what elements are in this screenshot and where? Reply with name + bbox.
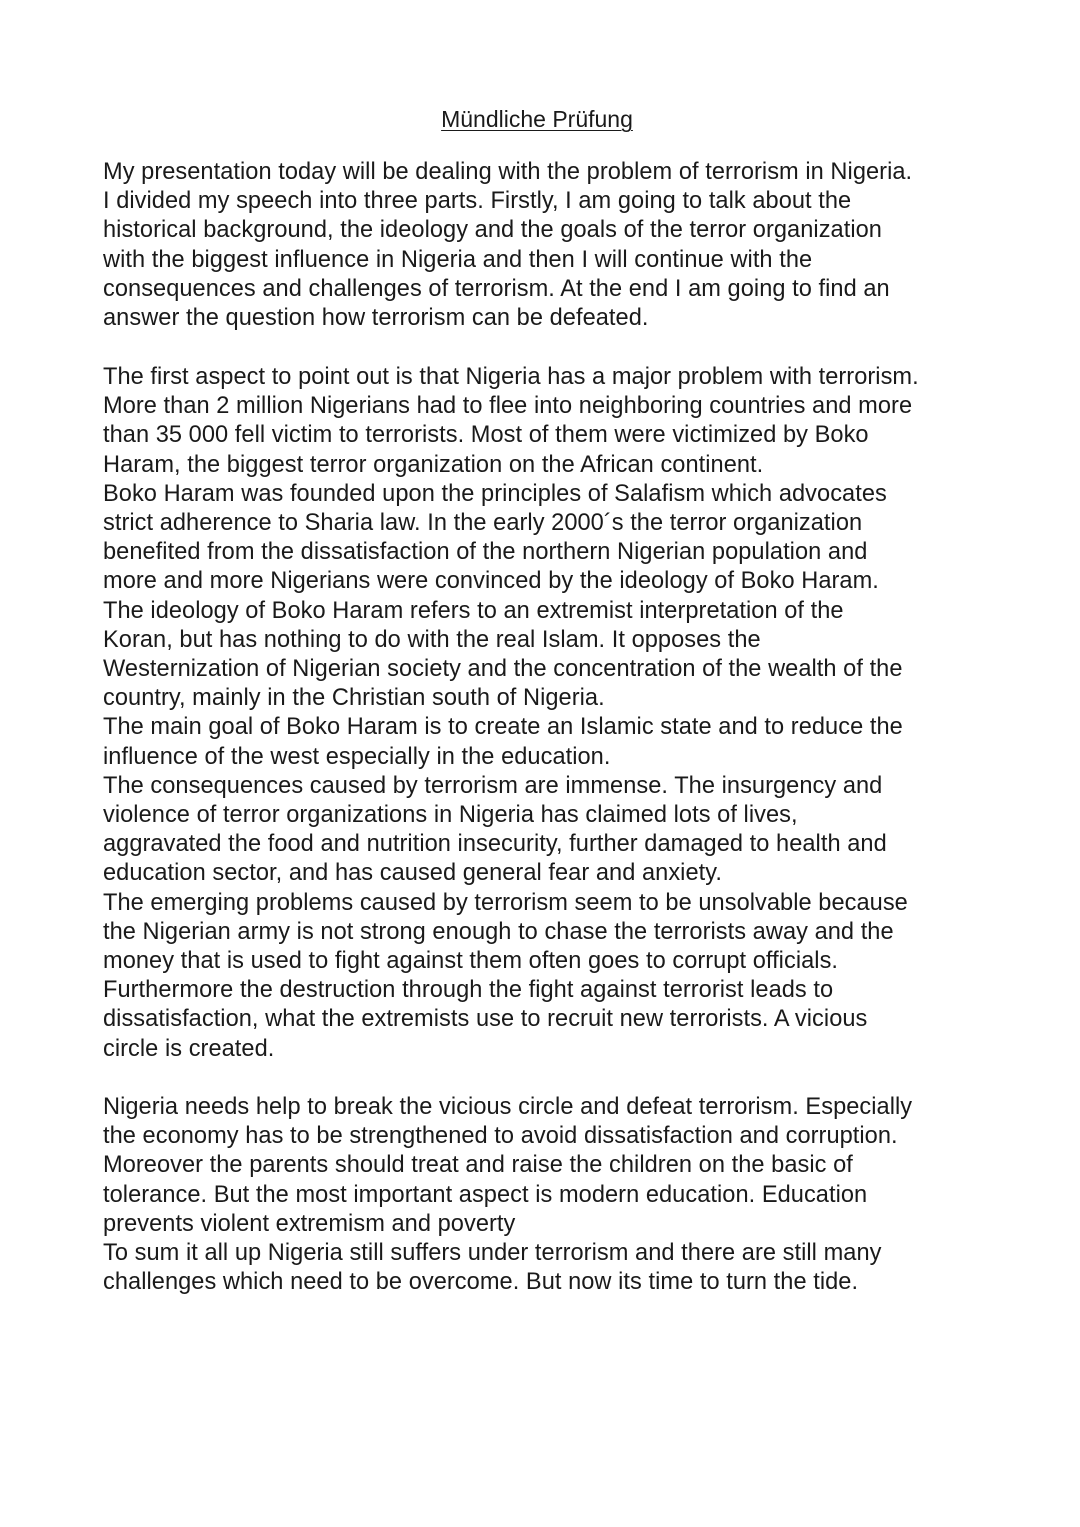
text-line: prevents violent extremism and poverty (103, 1210, 516, 1237)
main-paragraph (103, 363, 983, 1064)
text-line: The main goal of Boko Haram is to create an Islamic state and to reduce the (103, 714, 903, 741)
intro-paragraph (103, 158, 983, 333)
text-line: country, mainly in the Christian south of Nigeria. (103, 685, 605, 712)
text-line: challenges which need to be overcome. But now its time to turn the tide. (103, 1269, 859, 1296)
document-title (0, 104, 1080, 134)
closing-paragraph (103, 1093, 983, 1297)
text-line: The first aspect to point out is that Nigeria has a major problem with terrorism. (103, 364, 919, 390)
text-line: money that is used to fight against them often goes to corrupt officials. (103, 948, 839, 975)
text-line: with the biggest influence in Nigeria and then I will continue with the (103, 246, 813, 273)
text-line: strict adherence to Sharia law. In the early 2000´s the terror organization (103, 510, 863, 537)
text-line: aggravated the food and nutrition insecurity, further damaged to health and (103, 831, 887, 858)
text-line: Haram, the biggest terror organization on the African continent. (103, 451, 764, 478)
text-line: The emerging problems caused by terrorism seem to be unsolvable because (103, 889, 908, 916)
text-line: education sector, and has caused general fear and anxiety. (103, 860, 722, 887)
text-line: The ideology of Boko Haram refers to an extremist interpretation of the (103, 597, 844, 624)
text-line: violence of terror organizations in Nigeria has claimed lots of lives, (103, 802, 798, 829)
text-line: answer the question how terrorism can be defeated. (103, 305, 649, 332)
text-line: Koran, but has nothing to do with the real Islam. It opposes the (103, 626, 761, 653)
text-line: My presentation today will be dealing with the problem of terrorism in Nigeria. (103, 159, 913, 185)
text-line: benefited from the dissatisfaction of the northern Nigerian population and (103, 539, 868, 566)
text-line: more and more Nigerians were convinced by the ideology of Boko Haram. (103, 568, 879, 595)
text-line: the Nigerian army is not strong enough to chase the terrorists away and the (103, 918, 894, 945)
document-title-text: Mündliche Prüfung (441, 106, 633, 132)
text-line: dissatisfaction, what the extremists use to recruit new terrorists. A vicious (103, 1006, 868, 1033)
text-line: More than 2 million Nigerians had to flee into neighboring countries and more (103, 393, 913, 420)
text-line: circle is created. (103, 1035, 275, 1062)
text-line: Nigeria needs help to break the vicious circle and defeat terrorism. Especially (103, 1094, 913, 1120)
text-line: Boko Haram was founded upon the principles of Salafism which advocates (103, 480, 887, 507)
text-line: tolerance. But the most important aspect is modern education. Education (103, 1181, 868, 1208)
text-line: consequences and challenges of terrorism. At the end I am going to find an (103, 275, 890, 302)
text-line: I divided my speech into three parts. Firstly, I am going to talk about the (103, 188, 852, 215)
text-line: Moreover the parents should treat and raise the children on the basic of (103, 1152, 853, 1179)
text-line: than 35 000 fell victim to terrorists. Most of them were victimized by Boko (103, 422, 869, 449)
text-line: historical background, the ideology and the goals of the terror organization (103, 217, 882, 244)
text-line: influence of the west especially in the education. (103, 743, 611, 770)
text-line: The consequences caused by terrorism are immense. The insurgency and (103, 772, 883, 799)
text-line: Westernization of Nigerian society and the concentration of the wealth of the (103, 656, 903, 683)
text-line: the economy has to be strengthened to avoid dissatisfaction and corruption. (103, 1123, 898, 1150)
text-line: To sum it all up Nigeria still suffers under terrorism and there are still many (103, 1240, 882, 1267)
text-line: Furthermore the destruction through the fight against terrorist leads to (103, 977, 834, 1004)
